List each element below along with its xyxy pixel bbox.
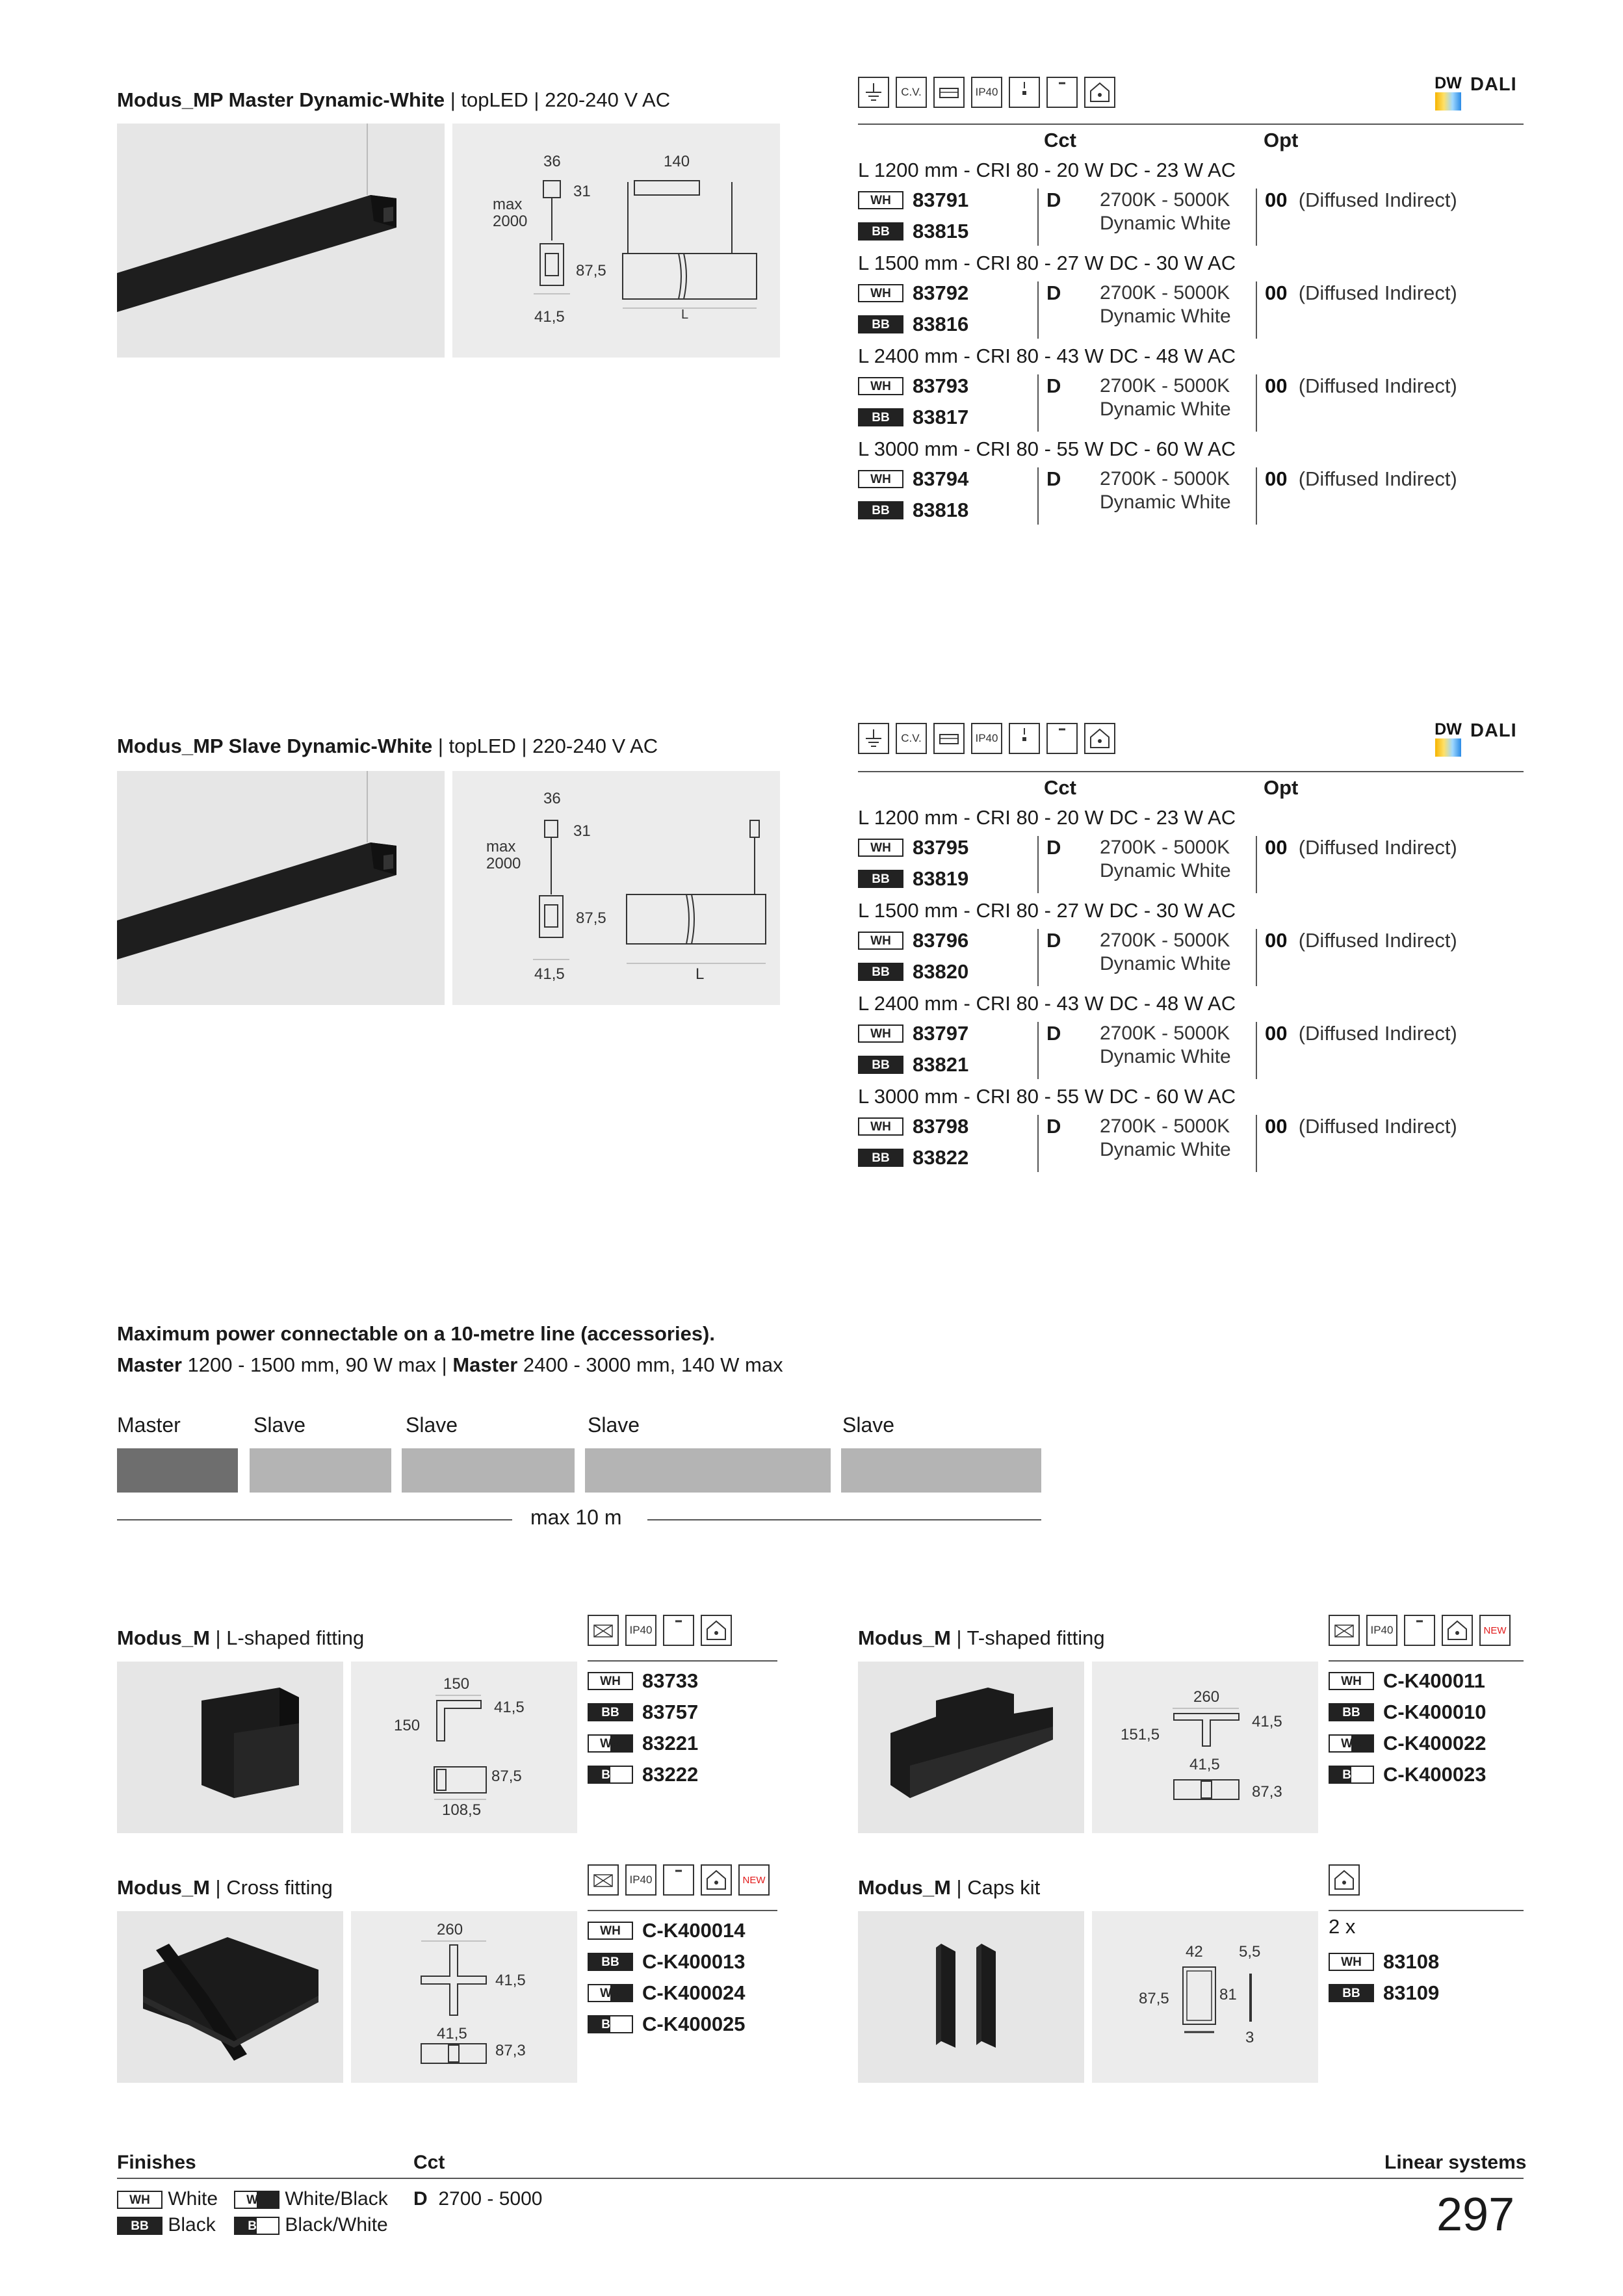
- new-badge: NEW: [1479, 1615, 1511, 1646]
- accessory-code-row: BB C-K400010: [1329, 1699, 1487, 1724]
- house-icon: [1084, 723, 1115, 754]
- dash-icon: [1046, 77, 1078, 108]
- dali-label: DALI: [1470, 720, 1517, 741]
- cross-fitting-technical-drawing: [351, 1911, 577, 2083]
- dim-1085: 108,5: [442, 1801, 482, 1819]
- house-icon: [1442, 1615, 1473, 1646]
- dim-31: 31: [573, 183, 591, 200]
- t-fitting-drawing: [1092, 1662, 1318, 1833]
- t-fitting-title: Modus_M | T-shaped fitting: [858, 1626, 1105, 1649]
- line-label-master: Master: [117, 1413, 181, 1437]
- code-row-bb: BB 83817: [858, 406, 968, 429]
- dim-36: 36: [543, 790, 561, 807]
- cct-code: D: [1046, 281, 1061, 304]
- profile-icon: [933, 723, 965, 754]
- caps-kit-photo: [858, 1911, 1084, 2083]
- slave-product-image: [117, 771, 445, 1005]
- dim-L: L: [695, 965, 705, 983]
- accessory-code-row: WH 83108: [1329, 1949, 1439, 1974]
- col-divider: [1037, 1115, 1039, 1172]
- l-fitting-product-image: [117, 1662, 343, 1833]
- new-badge: NEW: [738, 1864, 770, 1896]
- spec-line: L 1500 mm - CRI 80 - 27 W DC - 30 W AC: [858, 899, 1236, 922]
- caps-kit-drawing: [1092, 1911, 1318, 2083]
- article-code: 83817: [913, 406, 969, 428]
- col-divider: [1037, 374, 1039, 432]
- footer-cct-range: D 2700 - 5000: [413, 2188, 543, 2210]
- code-row-bb: BB 83821: [858, 1053, 968, 1076]
- master-photo: [117, 124, 445, 358]
- t-fitting-icons: [1329, 1615, 1511, 1646]
- caps-kit-rule: [1329, 1910, 1524, 1911]
- cct-value: 2700K - 5000K Dynamic White: [1100, 1023, 1231, 1067]
- code-row-wh: WH 83797: [858, 1022, 968, 1045]
- power-heading: Maximum power connectable on a 10-metre line (accessories).: [117, 1322, 715, 1345]
- l-fitting-drawing: [351, 1662, 577, 1833]
- accessory-code-row: BH C-K400025: [588, 2011, 746, 2036]
- dim-42: 42: [1186, 1943, 1203, 1961]
- cct-code: D: [1046, 189, 1061, 211]
- footer-cct-label: Cct: [413, 2152, 445, 2173]
- house-icon: [1329, 1864, 1360, 1896]
- dim-55: 5,5: [1239, 1943, 1261, 1961]
- cross-fitting-drawing: [351, 1911, 577, 2083]
- col-divider: [1037, 467, 1039, 525]
- code-row-wh: WH 83793: [858, 374, 968, 398]
- cross-fitting-product-image: [117, 1911, 343, 2083]
- line-bar-master: [117, 1448, 238, 1493]
- no-insulation-icon: [588, 1615, 619, 1646]
- accessory-code-row: BH C-K400023: [1329, 1762, 1487, 1786]
- section-name: Linear systems: [1384, 2152, 1527, 2173]
- cct-code: D: [1046, 929, 1061, 952]
- opt-value: 00 (Diffused Indirect): [1265, 374, 1457, 397]
- caps-kit-technical-drawing: [1092, 1911, 1318, 2083]
- accessory-code-row: WB C-K400022: [1329, 1730, 1487, 1755]
- l-fitting-title: Modus_M | L-shaped fitting: [117, 1626, 365, 1649]
- cct-value: 2700K - 5000K Dynamic White: [1100, 375, 1231, 420]
- code-row-wh: WH 83792: [858, 281, 968, 305]
- dim-415: 41,5: [534, 308, 565, 326]
- cross-fitting-title: Modus_M | Cross fitting: [117, 1876, 333, 1899]
- cct-value: 2700K - 5000K Dynamic White: [1100, 837, 1231, 881]
- code-row-bb: BB 83819: [858, 867, 968, 891]
- dim-875: 87,5: [576, 909, 606, 927]
- col-divider: [1256, 189, 1257, 246]
- spec-line: L 2400 mm - CRI 80 - 43 W DC - 48 W AC: [858, 992, 1236, 1015]
- line-bar-slave-1: [250, 1448, 391, 1493]
- master-dali-badge: [1433, 74, 1517, 111]
- article-code: 83816: [913, 313, 969, 335]
- code-row-bb: BB 83820: [858, 960, 968, 984]
- dw-logo-icon: DW: [1433, 74, 1464, 111]
- code-row-bb: BB 83822: [858, 1146, 968, 1169]
- dash-icon: [1046, 723, 1078, 754]
- house-icon: [701, 1864, 732, 1896]
- spec-line: L 3000 mm - CRI 80 - 55 W DC - 60 W AC: [858, 437, 1236, 460]
- dim-31: 31: [573, 822, 591, 840]
- col-divider: [1256, 1115, 1257, 1172]
- accessory-code-row: WH C-K400011: [1329, 1668, 1485, 1693]
- accessory-code-row: BB C-K400013: [588, 1949, 746, 1974]
- cv-icon: C.V.: [896, 723, 927, 754]
- col-divider: [1037, 281, 1039, 339]
- dim-150-left: 150: [394, 1717, 421, 1734]
- accessory-code-row: WB 83221: [588, 1730, 698, 1755]
- line-label-slave-4: Slave: [842, 1413, 895, 1437]
- dim-415-bottom: 41,5: [437, 2025, 467, 2042]
- page-number: 297: [1436, 2189, 1515, 2241]
- switch-icon: [1009, 723, 1040, 754]
- accessory-code-row: BH 83222: [588, 1762, 698, 1786]
- master-title: Modus_MP Master Dynamic-White | topLED | 220-240 V AC: [117, 88, 671, 111]
- finish-white-black: WB White/Black: [234, 2188, 388, 2210]
- dim-873: 87,3: [1252, 1783, 1282, 1801]
- col-divider: [1037, 836, 1039, 893]
- earth-icon: [858, 723, 889, 754]
- article-code: 83798: [913, 1115, 969, 1138]
- article-code: 83792: [913, 281, 969, 304]
- dim-875: 87,5: [1139, 1990, 1169, 2007]
- max-length-label: max 10 m: [530, 1506, 622, 1529]
- dim-3: 3: [1245, 2029, 1254, 2046]
- cct-code: D: [1046, 374, 1061, 397]
- master-icons: [858, 77, 1115, 108]
- dim-max: max: [493, 196, 523, 213]
- l-fitting-photo: [117, 1662, 343, 1833]
- accessory-code-row: WH C-K400014: [588, 1918, 746, 1942]
- caps-kit-product-image: [858, 1911, 1084, 2083]
- no-insulation-icon: [1329, 1615, 1360, 1646]
- opt-value: 00 (Diffused Indirect): [1265, 467, 1457, 490]
- finish-black: BB Black: [117, 2214, 216, 2236]
- cross-fitting-rule: [588, 1910, 777, 1911]
- dim-873: 87,3: [495, 2042, 526, 2059]
- line-label-slave-3: Slave: [588, 1413, 640, 1437]
- dim-36: 36: [543, 153, 561, 170]
- dash-icon: [1404, 1615, 1435, 1646]
- slave-col-opt: Opt: [1264, 776, 1299, 799]
- article-code: 83794: [913, 467, 969, 490]
- col-divider: [1256, 281, 1257, 339]
- l-fitting-technical-drawing: [351, 1662, 577, 1833]
- article-code: 83795: [913, 836, 969, 859]
- cct-value: 2700K - 5000K Dynamic White: [1100, 468, 1231, 513]
- article-code: 83797: [913, 1022, 969, 1045]
- accessory-code-row: WB C-K400024: [588, 1980, 746, 2005]
- col-divider: [1256, 467, 1257, 525]
- line-bar-slave-2: [402, 1448, 575, 1493]
- dim-2000: 2000: [493, 213, 528, 230]
- article-code: 83791: [913, 189, 969, 211]
- slave-dali-badge: [1433, 720, 1517, 757]
- article-code: 83822: [913, 1146, 969, 1169]
- max-line-right: [647, 1519, 1041, 1520]
- master-technical-drawing: [452, 124, 780, 358]
- dw-logo-icon: DW: [1433, 720, 1464, 757]
- dim-1515: 151,5: [1121, 1726, 1160, 1743]
- master-product-image: [117, 124, 445, 358]
- no-insulation-icon: [588, 1864, 619, 1896]
- spec-line: L 3000 mm - CRI 80 - 55 W DC - 60 W AC: [858, 1085, 1236, 1108]
- dim-260: 260: [1193, 1688, 1220, 1706]
- cross-fitting-photo: [117, 1911, 343, 2083]
- dim-81: 81: [1219, 1986, 1237, 2003]
- master-col-opt: Opt: [1264, 129, 1299, 151]
- cct-code: D: [1046, 1115, 1061, 1138]
- accessory-code-row: WH 83733: [588, 1668, 698, 1693]
- article-code: 83819: [913, 867, 969, 890]
- dim-415-side: 41,5: [1252, 1713, 1282, 1730]
- l-fitting-icons: [588, 1615, 732, 1646]
- house-icon: [701, 1615, 732, 1646]
- slave-photo: [117, 771, 445, 1005]
- col-divider: [1037, 1022, 1039, 1079]
- dash-icon: [663, 1864, 694, 1896]
- dim-875: 87,5: [576, 262, 606, 280]
- dim-2000: 2000: [486, 855, 521, 872]
- ip-rating-icon: IP40: [625, 1864, 656, 1896]
- master-drawing: [452, 124, 780, 358]
- cct-value: 2700K - 5000K Dynamic White: [1100, 930, 1231, 974]
- opt-value: 00 (Diffused Indirect): [1265, 189, 1457, 211]
- earth-icon: [858, 77, 889, 108]
- code-row-wh: WH 83794: [858, 467, 968, 491]
- caps-kit-title: Modus_M | Caps kit: [858, 1876, 1041, 1899]
- master-col-cct: Cct: [1044, 129, 1076, 151]
- col-divider: [1256, 374, 1257, 432]
- t-fitting-photo: [858, 1662, 1084, 1833]
- line-label-slave-1: Slave: [253, 1413, 306, 1437]
- spec-line: L 2400 mm - CRI 80 - 43 W DC - 48 W AC: [858, 345, 1236, 367]
- slave-title: Modus_MP Slave Dynamic-White | topLED | 220-240 V AC: [117, 735, 658, 757]
- cct-value: 2700K - 5000K Dynamic White: [1100, 189, 1231, 234]
- ip-rating-icon: IP40: [1366, 1615, 1397, 1646]
- opt-value: 00 (Diffused Indirect): [1265, 1115, 1457, 1138]
- l-fitting-rule: [588, 1660, 777, 1662]
- finishes-label: Finishes: [117, 2152, 196, 2173]
- dim-415: 41,5: [494, 1699, 525, 1716]
- dim-875: 87,5: [491, 1768, 522, 1785]
- dim-415: 41,5: [534, 965, 565, 983]
- col-divider: [1256, 836, 1257, 893]
- cv-icon: C.V.: [896, 77, 927, 108]
- col-divider: [1037, 189, 1039, 246]
- dim-260: 260: [437, 1921, 463, 1938]
- code-row-bb: BB 83818: [858, 499, 968, 522]
- accessory-code-row: BB 83109: [1329, 1980, 1439, 2005]
- cct-value: 2700K - 5000K Dynamic White: [1100, 1115, 1231, 1160]
- spec-line: L 1500 mm - CRI 80 - 27 W DC - 30 W AC: [858, 252, 1236, 274]
- house-icon: [1084, 77, 1115, 108]
- code-row-wh: WH 83796: [858, 929, 968, 952]
- col-divider: [1256, 1022, 1257, 1079]
- opt-value: 00 (Diffused Indirect): [1265, 836, 1457, 859]
- spec-line: L 1200 mm - CRI 80 - 20 W DC - 23 W AC: [858, 806, 1236, 829]
- dim-140: 140: [664, 153, 690, 170]
- col-divider: [1037, 929, 1039, 986]
- opt-value: 00 (Diffused Indirect): [1265, 281, 1457, 304]
- cct-code: D: [1046, 1022, 1061, 1045]
- dash-icon: [663, 1615, 694, 1646]
- article-code: 83820: [913, 960, 969, 983]
- cct-code: D: [1046, 467, 1061, 490]
- finish-white: WH White: [117, 2188, 218, 2210]
- col-divider: [1256, 929, 1257, 986]
- code-row-bb: BB 83816: [858, 313, 968, 336]
- article-code: 83818: [913, 499, 969, 521]
- line-bar-slave-3: [585, 1448, 831, 1493]
- ip-rating-icon: IP40: [971, 723, 1002, 754]
- cct-value: 2700K - 5000K Dynamic White: [1100, 282, 1231, 327]
- opt-value: 00 (Diffused Indirect): [1265, 1022, 1457, 1045]
- switch-icon: [1009, 77, 1040, 108]
- dim-415-bottom: 41,5: [1189, 1756, 1220, 1773]
- caps-kit-qty: 2 x: [1329, 1915, 1356, 1938]
- max-line-left: [117, 1519, 512, 1520]
- master-rule: [858, 124, 1524, 125]
- line-label-slave-2: Slave: [406, 1413, 458, 1437]
- dim-415-side: 41,5: [495, 1972, 526, 1989]
- power-limits: Master 1200 - 1500 mm, 90 W max | Master 2400 - 3000 mm, 140 W max: [117, 1353, 783, 1376]
- line-bar-slave-4: [841, 1448, 1041, 1493]
- dali-label: DALI: [1470, 74, 1517, 95]
- finish-black-white: BH Black/White: [234, 2214, 388, 2236]
- cct-code: D: [1046, 836, 1061, 859]
- article-code: 83821: [913, 1053, 969, 1076]
- code-row-wh: WH 83791: [858, 189, 968, 212]
- slave-rule: [858, 771, 1524, 772]
- article-code: 83796: [913, 929, 969, 952]
- slave-col-cct: Cct: [1044, 776, 1076, 799]
- code-row-wh: WH 83795: [858, 836, 968, 859]
- opt-value: 00 (Diffused Indirect): [1265, 929, 1457, 952]
- slave-technical-drawing: [452, 771, 780, 1005]
- caps-kit-icons: [1329, 1864, 1360, 1896]
- slave-icons: [858, 723, 1115, 754]
- profile-icon: [933, 77, 965, 108]
- t-fitting-product-image: [858, 1662, 1084, 1833]
- t-fitting-rule: [1329, 1660, 1524, 1662]
- article-code: 83815: [913, 220, 969, 242]
- ip-rating-icon: IP40: [971, 77, 1002, 108]
- ip-rating-icon: IP40: [625, 1615, 656, 1646]
- footer-rule: [117, 2178, 1524, 2179]
- accessory-code-row: BB 83757: [588, 1699, 698, 1724]
- dim-150-top: 150: [443, 1675, 470, 1693]
- article-code: 83793: [913, 374, 969, 397]
- t-fitting-technical-drawing: [1092, 1662, 1318, 1833]
- slave-drawing: [452, 771, 780, 1005]
- dim-L: L: [681, 307, 689, 322]
- code-row-bb: BB 83815: [858, 220, 968, 243]
- code-row-wh: WH 83798: [858, 1115, 968, 1138]
- cross-fitting-icons: [588, 1864, 770, 1896]
- spec-line: L 1200 mm - CRI 80 - 20 W DC - 23 W AC: [858, 159, 1236, 181]
- dim-max: max: [486, 838, 516, 855]
